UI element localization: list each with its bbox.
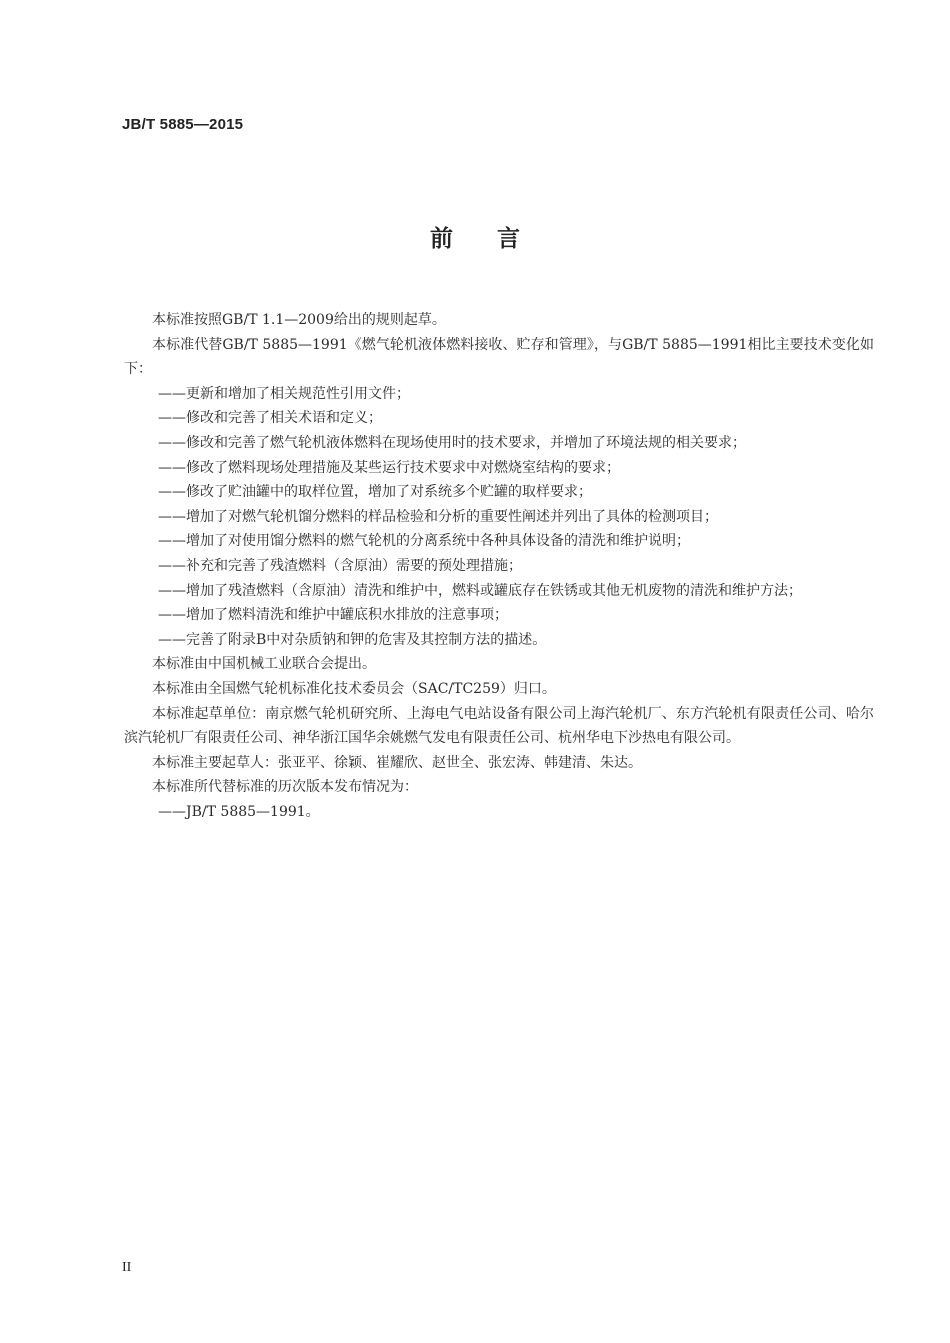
list-item: ——修改和完善了相关术语和定义； bbox=[158, 410, 382, 427]
changes-list bbox=[124, 382, 874, 653]
list-item: ——增加了残渣燃料（含原油）清洗和维护中，燃料或罐底存在铁锈或其他无机废物的清洗和维护方法； bbox=[158, 582, 802, 599]
page-number: II bbox=[122, 1260, 132, 1275]
history-list bbox=[124, 800, 874, 825]
preface-body bbox=[124, 308, 874, 824]
list-item: ——增加了对使用馏分燃料的燃气轮机的分离系统中各种具体设备的清洗和维护说明； bbox=[158, 533, 690, 550]
standard-code: JB/T 5885—2015 bbox=[122, 116, 244, 133]
list-item: ——补充和完善了残渣燃料（含原油）需要的预处理措施； bbox=[158, 557, 522, 574]
paragraph: 本标准由中国机械工业联合会提出。 bbox=[152, 656, 376, 673]
paragraph: 本标准所代替标准的历次版本发布情况为： bbox=[152, 779, 418, 796]
list-item: ——修改了燃料现场处理措施及某些运行技术要求中对燃烧室结构的要求； bbox=[158, 459, 620, 476]
list-item: ——完善了附录B中对杂质钠和钾的危害及其控制方法的描述。 bbox=[158, 631, 547, 648]
list-item: ——修改和完善了燃气轮机液体燃料在现场使用时的技术要求，并增加了环境法规的相关要求； bbox=[158, 434, 746, 451]
list-item: ——增加了燃料清洗和维护中罐底积水排放的注意事项； bbox=[158, 607, 508, 624]
paragraph: 本标准起草单位：南京燃气轮机研究所、上海电气电站设备有限公司上海汽轮机厂、东方汽轮机有限责任公司、哈尔滨汽轮机厂有限责任公司、神华浙江国华余姚燃气发电有限责任公司、杭州华电下沙热电有限公司。 bbox=[124, 705, 874, 747]
list-item: ——修改了贮油罐中的取样位置，增加了对系统多个贮罐的取样要求； bbox=[158, 484, 592, 501]
paragraph: 本标准代替GB/T 5885—1991《燃气轮机液体燃料接收、贮存和管理》，与GB/T 5885—1991相比主要技术变化如下： bbox=[124, 336, 874, 378]
list-item: ——JB/T 5885—1991。 bbox=[158, 803, 320, 820]
page-title: 前言 bbox=[430, 226, 564, 252]
list-item: ——更新和增加了相关规范性引用文件； bbox=[158, 385, 410, 402]
paragraph: 本标准由全国燃气轮机标准化技术委员会（SAC/TC259）归口。 bbox=[152, 680, 556, 697]
paragraph: 本标准主要起草人：张亚平、徐颖、崔耀欣、赵世全、张宏涛、韩建清、朱达。 bbox=[152, 754, 642, 771]
paragraph: 本标准按照GB/T 1.1—2009给出的规则起草。 bbox=[152, 312, 446, 328]
list-item: ——增加了对燃气轮机馏分燃料的样品检验和分析的重要性阐述并列出了具体的检测项目； bbox=[158, 508, 718, 525]
